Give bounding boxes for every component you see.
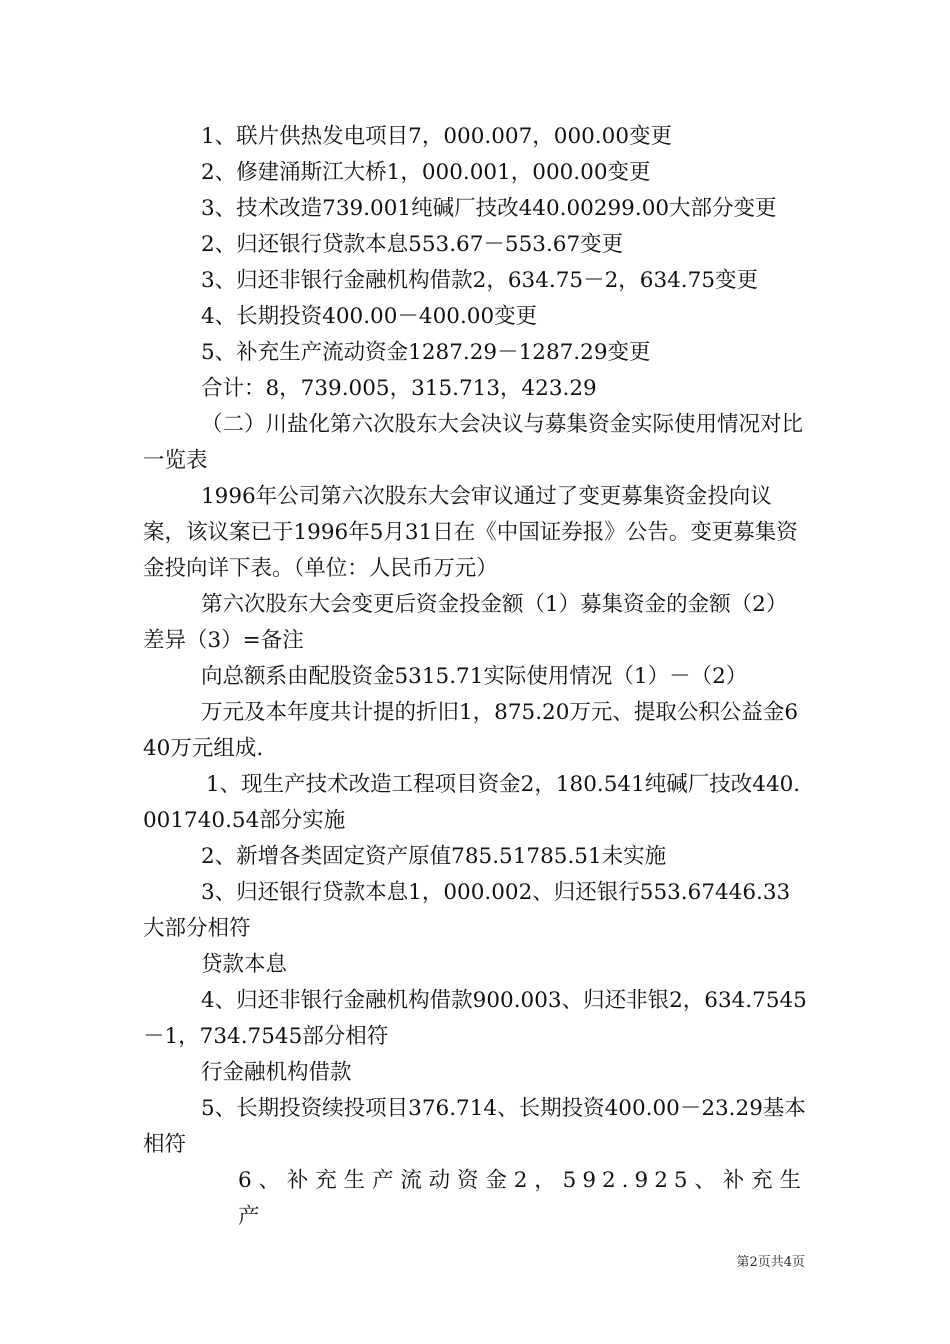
- paragraph-item-4: 4、归还非银行金融机构借款900.003、归还非银2，634.7545－1，734.7545部分相符: [143, 988, 807, 1049]
- paragraph-6: 4、长期投资400.00－400.00变更: [201, 304, 538, 329]
- paragraph-item-2: 2、新增各类固定资产原值785.51785.51未实施: [201, 844, 667, 869]
- paragraph-item-3: 3、归还银行贷款本息1，000.002、归还银行553.67446.33大部分相符: [143, 880, 791, 941]
- paragraph-item-1: 1、现生产技术改造工程项目资金2，180.541纯碱厂技改440.001740.54部分实施: [143, 772, 801, 833]
- paragraph-loan-interest: 贷款本息: [201, 952, 288, 977]
- paragraph-5: 3、归还非银行金融机构借款2，634.75－2，634.75变更: [201, 268, 758, 293]
- paragraph-total: 合计：8，739.005，315.713，423.29: [201, 376, 597, 401]
- page-number: 第2页共4页: [736, 1255, 805, 1270]
- paragraph-depreciation: 万元及本年度共计提的折旧1，875.20万元、提取公积公益金640万元组成.: [143, 700, 799, 761]
- paragraph-intro: 1996年公司第六次股东大会审议通过了变更募集资金投向议案，该议案已于1996年5月31日在《中国证券报》公告。变更募集资金投向详下表。（单位：人民币万元）: [143, 484, 798, 581]
- paragraph-total-source: 向总额系由配股资金5315.71实际使用情况（1）－（2）: [201, 664, 748, 689]
- paragraph-1: 1、联片供热发电项目7，000.007，000.00变更: [201, 124, 672, 149]
- paragraph-2: 2、修建涌斯江大桥1，000.001，000.00变更: [201, 160, 651, 185]
- section-heading: （二）川盐化第六次股东大会决议与募集资金实际使用情况对比一览表: [143, 412, 804, 473]
- paragraph-item-5: 5、长期投资续投项目376.714、长期投资400.00－23.29基本相符: [143, 1096, 806, 1157]
- paragraph-7: 5、补充生产流动资金1287.29－1287.29变更: [201, 340, 651, 365]
- paragraph-item-6: 6、补充生产流动资金2，592.925、补充生产: [238, 1168, 807, 1229]
- paragraph-institution-loan: 行金融机构借款: [201, 1060, 352, 1085]
- paragraph-3: 3、技术改造739.001纯碱厂技改440.00299.00大部分变更: [201, 196, 777, 221]
- paragraph-4: 2、归还银行贷款本息553.67－553.67变更: [201, 232, 624, 257]
- paragraph-table-header: 第六次股东大会变更后资金投金额（1）募集资金的金额（2）差异（3）=备注: [143, 592, 788, 653]
